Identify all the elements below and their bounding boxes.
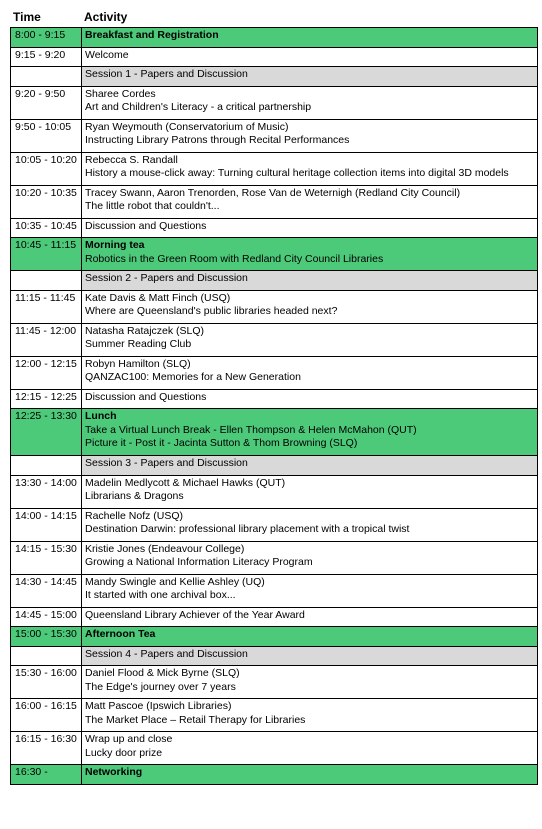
agenda-activity xyxy=(82,290,538,323)
agenda-time: 14:15 - 15:30 xyxy=(11,541,82,574)
table-header xyxy=(0,0,542,27)
activity-title: Sharee Cordes xyxy=(85,87,156,100)
agenda-time xyxy=(11,67,82,87)
agenda-table xyxy=(10,27,538,785)
activity-detail: Lucky door prize xyxy=(85,746,163,759)
agenda-activity xyxy=(82,456,538,476)
agenda-time: 11:45 - 12:00 xyxy=(11,323,82,356)
agenda-activity xyxy=(82,47,538,67)
agenda-time: 16:30 - xyxy=(11,765,82,785)
activity-title: Kristie Jones (Endeavour College) xyxy=(85,542,245,555)
agenda-time: 16:00 - 16:15 xyxy=(11,699,82,732)
activity-title: Welcome xyxy=(85,48,129,61)
agenda-activity xyxy=(82,732,538,765)
agenda-row xyxy=(11,732,538,765)
agenda-row xyxy=(11,323,538,356)
activity-detail: The Market Place – Retail Therapy for Libraries xyxy=(85,713,306,726)
agenda-activity xyxy=(82,323,538,356)
activity-detail: Librarians & Dragons xyxy=(85,490,184,502)
agenda-time xyxy=(11,456,82,476)
activity-detail: It started with one archival box... xyxy=(85,589,236,601)
agenda-time: 15:30 - 16:00 xyxy=(11,666,82,699)
agenda-row xyxy=(11,456,538,476)
agenda-activity xyxy=(82,574,538,607)
activity-detail: Take a Virtual Lunch Break - Ellen Thompson & Helen McMahon (QUT) xyxy=(85,423,417,436)
agenda-activity xyxy=(82,185,538,218)
activity-detail: Destination Darwin: professional library placement with a tropical twist xyxy=(85,523,410,535)
activity-title: Daniel Flood & Mick Byrne (SLQ) xyxy=(85,667,240,679)
activity-detail: Art and Children's Literacy - a critical partnership xyxy=(85,101,312,113)
agenda-row xyxy=(11,389,538,409)
agenda-activity xyxy=(82,67,538,87)
agenda-activity xyxy=(82,699,538,732)
agenda-activity xyxy=(82,238,538,271)
agenda-activity xyxy=(82,119,538,152)
activity-detail: The Edge's journey over 7 years xyxy=(85,680,236,693)
agenda-row xyxy=(11,290,538,323)
header-activity: Activity xyxy=(84,10,128,24)
agenda-time: 16:15 - 16:30 xyxy=(11,732,82,765)
agenda-time: 14:00 - 14:15 xyxy=(11,508,82,541)
agenda-time: 15:00 - 15:30 xyxy=(11,627,82,647)
agenda-row xyxy=(11,152,538,185)
agenda-activity xyxy=(82,646,538,666)
agenda-activity xyxy=(82,218,538,238)
activity-detail: Summer Reading Club xyxy=(85,338,192,350)
agenda-activity xyxy=(82,666,538,699)
agenda-row xyxy=(11,475,538,508)
activity-title: Robyn Hamilton (SLQ) xyxy=(85,357,191,370)
agenda-activity xyxy=(82,627,538,647)
activity-title: Afternoon Tea xyxy=(85,628,156,640)
agenda-time: 14:45 - 15:00 xyxy=(11,607,82,627)
activity-title: Session 4 - Papers and Discussion xyxy=(85,647,248,660)
agenda-row xyxy=(11,47,538,67)
agenda-time: 12:15 - 12:25 xyxy=(11,389,82,409)
activity-detail: Where are Queensland's public libraries headed next? xyxy=(85,305,338,317)
agenda-row xyxy=(11,28,538,48)
activity-title: Kate Davis & Matt Finch (USQ) xyxy=(85,291,231,304)
agenda-row xyxy=(11,185,538,218)
agenda-activity xyxy=(82,409,538,456)
agenda-activity xyxy=(82,86,538,119)
agenda-time: 13:30 - 14:00 xyxy=(11,475,82,508)
activity-title: Mandy Swingle and Kellie Ashley (UQ) xyxy=(85,575,265,588)
activity-title: Natasha Ratajczek (SLQ) xyxy=(85,324,205,337)
activity-title: Madelin Medlycott & Michael Hawks (QUT) xyxy=(85,476,286,489)
agenda-activity xyxy=(82,765,538,785)
agenda-time: 9:20 - 9:50 xyxy=(11,86,82,119)
agenda-time: 9:50 - 10:05 xyxy=(11,119,82,152)
agenda-time: 10:35 - 10:45 xyxy=(11,218,82,238)
activity-title: Lunch xyxy=(85,410,117,422)
agenda-row xyxy=(11,86,538,119)
activity-title: Rachelle Nofz (USQ) xyxy=(85,509,184,522)
agenda-activity xyxy=(82,271,538,291)
activity-title: Morning tea xyxy=(85,239,145,251)
agenda-time xyxy=(11,646,82,666)
agenda-row xyxy=(11,574,538,607)
agenda-activity xyxy=(82,475,538,508)
activity-title: Breakfast and Registration xyxy=(85,29,219,41)
agenda-time: 10:20 - 10:35 xyxy=(11,185,82,218)
agenda-time xyxy=(11,271,82,291)
agenda-time: 12:25 - 13:30 xyxy=(11,409,82,456)
activity-title: Session 1 - Papers and Discussion xyxy=(85,68,248,80)
agenda-row xyxy=(11,765,538,785)
agenda-time: 9:15 - 9:20 xyxy=(11,47,82,67)
agenda-body xyxy=(11,28,538,785)
agenda-time: 10:45 - 11:15 xyxy=(11,238,82,271)
agenda-row xyxy=(11,699,538,732)
agenda-row xyxy=(11,67,538,87)
activity-title: Session 2 - Papers and Discussion xyxy=(85,272,248,284)
activity-title: Discussion and Questions xyxy=(85,219,207,232)
agenda-time: 11:15 - 11:45 xyxy=(11,290,82,323)
activity-detail: History a mouse-click away: Turning cultural heritage collection items into digital 3D models xyxy=(85,167,509,179)
activity-detail: Growing a National Information Literacy Program xyxy=(85,556,313,568)
activity-title: Matt Pascoe (Ipswich Libraries) xyxy=(85,700,232,712)
activity-title: Wrap up and close xyxy=(85,733,173,745)
agenda-time: 12:00 - 12:15 xyxy=(11,356,82,389)
agenda-row xyxy=(11,238,538,271)
agenda-row xyxy=(11,646,538,666)
activity-title: Session 3 - Papers and Discussion xyxy=(85,457,248,469)
agenda-activity xyxy=(82,541,538,574)
agenda-row xyxy=(11,409,538,456)
activity-detail: Instructing Library Patrons through Recital Performances xyxy=(85,134,350,146)
activity-detail: QANZAC100: Memories for a New Generation xyxy=(85,371,301,383)
header-time: Time xyxy=(13,10,41,24)
activity-detail: The little robot that couldn't... xyxy=(85,200,220,212)
agenda-row xyxy=(11,541,538,574)
agenda-time: 8:00 - 9:15 xyxy=(11,28,82,48)
agenda-row xyxy=(11,666,538,699)
agenda-time: 14:30 - 14:45 xyxy=(11,574,82,607)
agenda-row xyxy=(11,627,538,647)
agenda-row xyxy=(11,508,538,541)
activity-title: Discussion and Questions xyxy=(85,390,207,403)
agenda-activity xyxy=(82,152,538,185)
agenda-activity xyxy=(82,28,538,48)
agenda-row xyxy=(11,218,538,238)
agenda-row xyxy=(11,607,538,627)
agenda-time: 10:05 - 10:20 xyxy=(11,152,82,185)
activity-detail: Picture it - Post it - Jacinta Sutton & Thom Browning (SLQ) xyxy=(85,437,358,449)
activity-detail: Robotics in the Green Room with Redland City Council Libraries xyxy=(85,252,384,265)
agenda-activity xyxy=(82,607,538,627)
agenda-activity xyxy=(82,356,538,389)
agenda-row xyxy=(11,119,538,152)
activity-title: Ryan Weymouth (Conservatorium of Music) xyxy=(85,120,289,133)
agenda-activity xyxy=(82,508,538,541)
agenda-activity xyxy=(82,389,538,409)
activity-title: Networking xyxy=(85,766,143,778)
agenda-row xyxy=(11,271,538,291)
activity-title: Queensland Library Achiever of the Year Award xyxy=(85,608,305,621)
agenda-row xyxy=(11,356,538,389)
activity-title: Tracey Swann, Aaron Trenorden, Rose Van de Weternigh (Redland City Council) xyxy=(85,186,461,199)
activity-title: Rebecca S. Randall xyxy=(85,153,178,166)
